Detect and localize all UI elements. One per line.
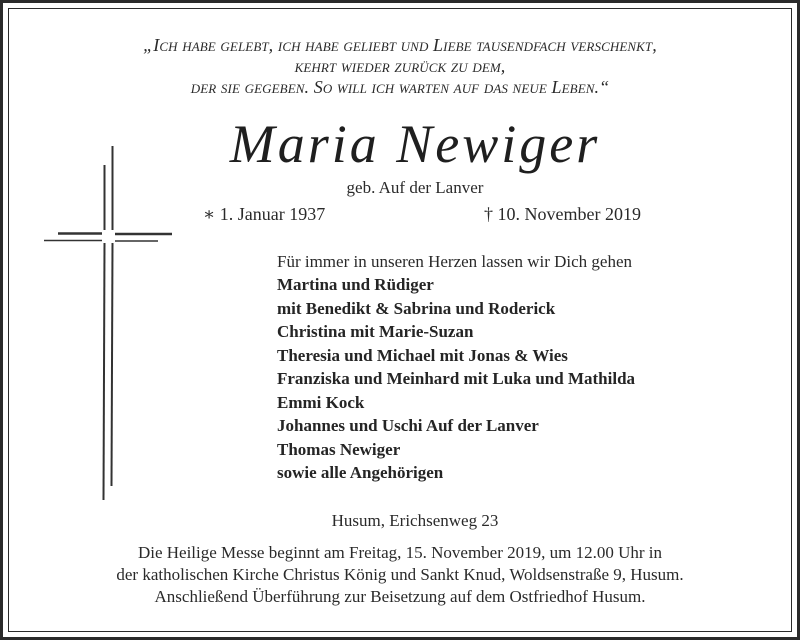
survivors-intro: Für immer in unseren Herzen lassen wir Dich gehen xyxy=(277,252,632,271)
survivor-item: Franziska und Meinhard mit Luka und Mathilda xyxy=(277,369,636,388)
survivor-item: Martina und Rüdiger xyxy=(277,275,434,294)
quote-line: kehrt wieder zurück zu dem, xyxy=(294,56,506,76)
service-info xyxy=(0,542,800,608)
survivor-item: Theresia und Michael mit Jonas & Wies xyxy=(277,345,568,365)
home-address: Husum, Erichsenweg 23 xyxy=(331,511,499,530)
survivor-item: sowie alle Angehörigen xyxy=(277,463,444,482)
service-line: Anschließend Überführung zur Beisetzung auf dem Ostfriedhof Husum. xyxy=(154,587,646,606)
quote-line: der sie gegeben. So will ich warten auf das neue Leben.“ xyxy=(190,77,610,97)
survivors-list xyxy=(277,250,635,485)
survivor-item: Emmi Kock xyxy=(277,392,365,412)
death-date: † 10. November 2019 xyxy=(484,204,641,224)
quote-block xyxy=(0,35,800,98)
service-line: der katholischen Kirche Christus König und Sankt Knud, Woldsenstraße 9, Husum. xyxy=(116,565,684,584)
service-line: Die Heilige Messe beginnt am Freitag, 15. November 2019, um 12.00 Uhr in xyxy=(137,543,663,562)
maiden-name: geb. Auf der Lanver xyxy=(346,178,484,197)
survivor-item: mit Benedikt & Sabrina und Roderick xyxy=(277,298,556,318)
deceased-name: Maria Newiger xyxy=(229,114,601,174)
survivor-item: Thomas Newiger xyxy=(277,439,401,459)
birth-date: ∗ 1. Januar 1937 xyxy=(203,204,326,224)
quote-line: „Ich habe gelebt, ich habe geliebt und Liebe tausendfach verschenkt, xyxy=(143,35,657,55)
survivor-item: Johannes und Uschi Auf der Lanver xyxy=(277,416,539,435)
survivor-item: Christina mit Marie-Suzan xyxy=(277,322,474,341)
